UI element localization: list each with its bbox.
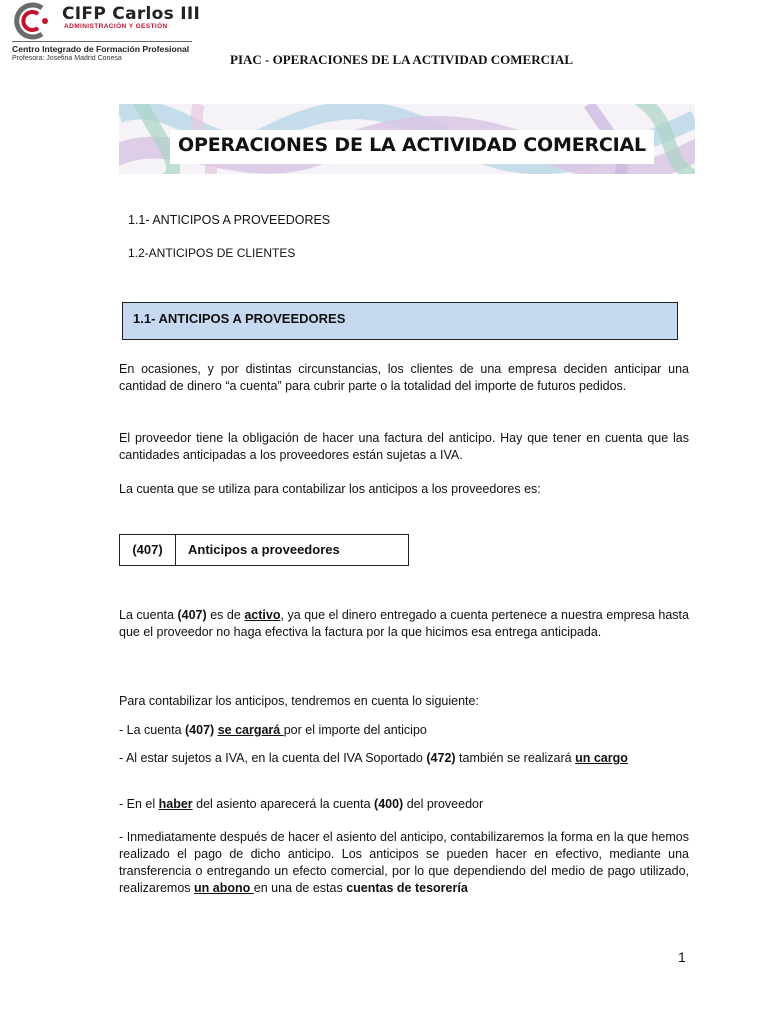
toc-item-2: 1.2-ANTICIPOS DE CLIENTES xyxy=(128,246,296,260)
paragraph-2: El proveedor tiene la obligación de hacer una factura del anticipo. Hay que tener en cuenta que las cantidades anticipadas a los proveedores están sujetas a IVA. xyxy=(119,431,689,462)
account-table xyxy=(119,534,409,566)
account-code: (407) xyxy=(120,535,176,565)
section-heading: 1.1- ANTICIPOS A PROVEEDORES xyxy=(133,311,346,326)
page-number: 1 xyxy=(678,949,686,965)
paragraph-1: En ocasiones, y por distintas circunstancias, los clientes de una empresa deciden anticipar una cantidad de dinero “a cuenta” para cubrir parte o la totalidad del importe de futuros pedidos. xyxy=(119,362,689,393)
toc-item-1: 1.1- ANTICIPOS A PROVEEDORES xyxy=(128,213,331,227)
centro-label: Centro Integrado de Formación Profesional xyxy=(12,44,190,54)
paragraph-4: La cuenta (407) es de activo, ya que el dinero entregado a cuenta pertenece a nuestra empresa hasta que el proveedor no haga efectiva la factura por la que hicimos esa entrega anticipada. xyxy=(119,608,689,639)
header-divider xyxy=(12,41,192,42)
profesora-label: Profesora: Josefina Madrid Conesa xyxy=(12,55,122,62)
logo-icon xyxy=(12,2,52,40)
bullet-4: - Inmediatamente después de hacer el asiento del anticipo, contabilizaremos la forma en la que hemos realizado el pago de dicho anticipo. Los anticipos se pueden hacer en efectivo, mediante una transferencia o entregando un efecto comercial, por lo que dependiendo del medio de pago utilizado, realizaremos un abono en una de estas cuentas de tesorería xyxy=(119,830,689,895)
paragraph-3: La cuenta que se utiliza para contabilizar los anticipos a los proveedores es: xyxy=(119,482,541,496)
banner-title: OPERACIONES DE LA ACTIVIDAD COMERCIAL xyxy=(178,134,646,156)
logo-name: CIFP Carlos III xyxy=(62,4,201,24)
paragraph-5: Para contabilizar los anticipos, tendremos en cuenta lo siguiente: xyxy=(119,694,479,708)
account-name: Anticipos a proveedores xyxy=(188,542,340,557)
logo-subtitle: ADMINISTRACIÓN Y GESTIÓN xyxy=(64,23,168,30)
bullet-1: - La cuenta (407) se cargará por el importe del anticipo xyxy=(119,723,427,737)
section-heading-box xyxy=(122,302,678,340)
bullet-3: - En el haber del asiento aparecerá la cuenta (400) del proveedor xyxy=(119,797,484,811)
document-title: PIAC - OPERACIONES DE LA ACTIVIDAD COMERCIAL xyxy=(230,52,574,67)
bullet-2: - Al estar sujetos a IVA, en la cuenta del IVA Soportado (472) también se realizará un cargo xyxy=(119,751,628,765)
